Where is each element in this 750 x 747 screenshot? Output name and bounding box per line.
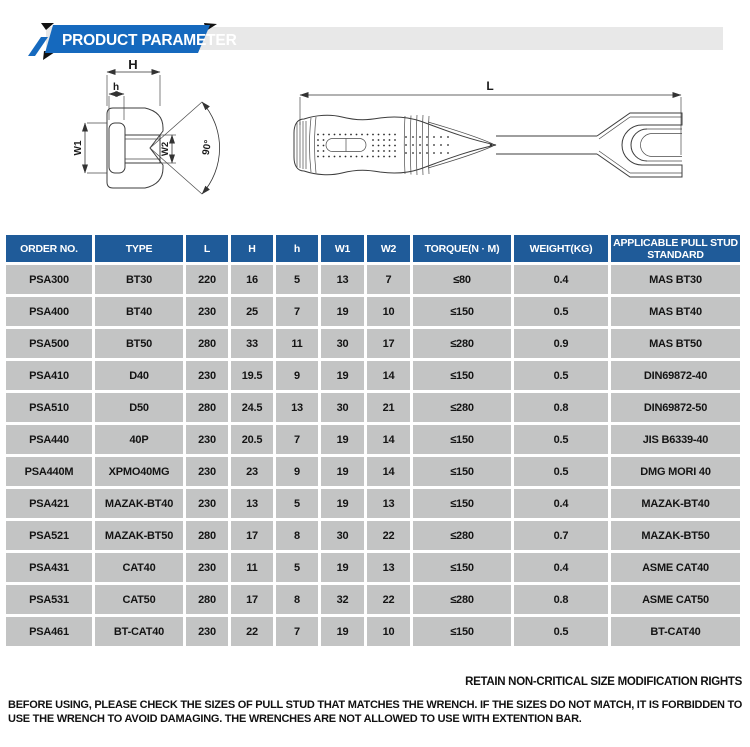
cell: 13 (367, 553, 410, 582)
cell: BT40 (95, 297, 183, 326)
cell: 19 (321, 617, 364, 646)
cell: 13 (231, 489, 273, 518)
cell: 7 (276, 617, 318, 646)
table-row (6, 297, 740, 326)
cell: 22 (367, 521, 410, 550)
cell: ASME CAT40 (611, 553, 740, 582)
cell: 9 (276, 361, 318, 390)
cell: ≤280 (413, 329, 511, 358)
column-header: h (276, 235, 318, 262)
spec-table (3, 232, 743, 649)
cell: PSA440M (6, 457, 92, 486)
cell: 0.5 (514, 297, 608, 326)
fork-outline (597, 113, 682, 177)
cell: 19 (321, 553, 364, 582)
cell: 19 (321, 297, 364, 326)
table-row (6, 457, 740, 486)
dim-label-h: h (112, 82, 120, 93)
cell: 19.5 (231, 361, 273, 390)
cell: 230 (186, 425, 228, 454)
cell: XPMO40MG (95, 457, 183, 486)
cell: 280 (186, 393, 228, 422)
column-header: TORQUE(N · M) (413, 235, 511, 262)
cell: MAZAK-BT50 (611, 521, 740, 550)
head-outline (107, 108, 163, 188)
cell: BT-CAT40 (95, 617, 183, 646)
cell: 280 (186, 521, 228, 550)
head-slot-front (109, 123, 125, 173)
header-banner (0, 0, 750, 62)
cell: 17 (367, 329, 410, 358)
cell: D40 (95, 361, 183, 390)
cell: 230 (186, 361, 228, 390)
cell: PSA421 (6, 489, 92, 518)
cell: 230 (186, 617, 228, 646)
cell: 30 (321, 329, 364, 358)
cell: 32 (321, 585, 364, 614)
cell: ASME CAT50 (611, 585, 740, 614)
cell: BT-CAT40 (611, 617, 740, 646)
cell: 0.5 (514, 457, 608, 486)
cell: 13 (276, 393, 318, 422)
cell: MAZAK-BT50 (95, 521, 183, 550)
cell: MAZAK-BT40 (95, 489, 183, 518)
cell: 230 (186, 297, 228, 326)
cell: MAS BT50 (611, 329, 740, 358)
cell: DIN69872-50 (611, 393, 740, 422)
cell: ≤280 (413, 521, 511, 550)
wrench-head-drawing (55, 58, 285, 220)
cell: 13 (367, 489, 410, 518)
table-row (6, 425, 740, 454)
cell: 220 (186, 265, 228, 294)
cell: DMG MORI 40 (611, 457, 740, 486)
column-header: ORDER NO. (6, 235, 92, 262)
cell: 0.7 (514, 521, 608, 550)
cell: PSA531 (6, 585, 92, 614)
cell: ≤280 (413, 393, 511, 422)
cell: 0.8 (514, 393, 608, 422)
cell: 8 (276, 521, 318, 550)
dim-label-H: H (128, 58, 138, 72)
cell: PSA500 (6, 329, 92, 358)
cell: CAT50 (95, 585, 183, 614)
cell: 24.5 (231, 393, 273, 422)
table-row (6, 617, 740, 646)
cell: 280 (186, 329, 228, 358)
cell: 14 (367, 457, 410, 486)
cell: 33 (231, 329, 273, 358)
cell: 0.4 (514, 553, 608, 582)
cell: 13 (321, 265, 364, 294)
column-header: WEIGHT(KG) (514, 235, 608, 262)
cell: ≤150 (413, 617, 511, 646)
cell: 30 (321, 393, 364, 422)
cell: 0.5 (514, 425, 608, 454)
cell: 40P (95, 425, 183, 454)
cell: 0.4 (514, 489, 608, 518)
cell: JIS B6339-40 (611, 425, 740, 454)
cell: 5 (276, 553, 318, 582)
dim-label-L: L (486, 79, 494, 93)
cell: ≤150 (413, 553, 511, 582)
cell: PSA400 (6, 297, 92, 326)
cell: 21 (367, 393, 410, 422)
cell: PSA300 (6, 265, 92, 294)
table-row (6, 521, 740, 550)
column-header: W2 (367, 235, 410, 262)
cell: 230 (186, 457, 228, 486)
cell: 14 (367, 425, 410, 454)
cell: 14 (367, 361, 410, 390)
cell: PSA440 (6, 425, 92, 454)
cell: 5 (276, 489, 318, 518)
cell: 22 (231, 617, 273, 646)
cell: 280 (186, 585, 228, 614)
cell: MAS BT30 (611, 265, 740, 294)
cell: ≤150 (413, 489, 511, 518)
table-row (6, 553, 740, 582)
cell: 22 (367, 585, 410, 614)
cell: 20.5 (231, 425, 273, 454)
wrench-side-drawing (278, 55, 748, 221)
cell: 11 (276, 329, 318, 358)
cell: 7 (276, 297, 318, 326)
cell: 230 (186, 489, 228, 518)
column-header: L (186, 235, 228, 262)
column-header: W1 (321, 235, 364, 262)
cell: 10 (367, 617, 410, 646)
cell: 0.8 (514, 585, 608, 614)
cell: ≤150 (413, 457, 511, 486)
cell: 23 (231, 457, 273, 486)
table-row (6, 265, 740, 294)
cell: 0.5 (514, 617, 608, 646)
cell: 0.4 (514, 265, 608, 294)
cell: 25 (231, 297, 273, 326)
cell: ≤280 (413, 585, 511, 614)
cell: PSA510 (6, 393, 92, 422)
cell: 9 (276, 457, 318, 486)
cell: 230 (186, 553, 228, 582)
table-row (6, 489, 740, 518)
cell: 16 (231, 265, 273, 294)
table-row (6, 329, 740, 358)
cell: 0.5 (514, 361, 608, 390)
cell: ≤150 (413, 361, 511, 390)
cell: D50 (95, 393, 183, 422)
column-header: TYPE (95, 235, 183, 262)
cell: MAZAK-BT40 (611, 489, 740, 518)
cell: 8 (276, 585, 318, 614)
cell: 30 (321, 521, 364, 550)
cell: 19 (321, 489, 364, 518)
cell: ≤150 (413, 425, 511, 454)
dim-label-W2: W2 (160, 141, 171, 157)
cell: 19 (321, 361, 364, 390)
cell: ≤80 (413, 265, 511, 294)
table-row (6, 585, 740, 614)
cell: MAS BT40 (611, 297, 740, 326)
cell: 0.9 (514, 329, 608, 358)
cell: PSA521 (6, 521, 92, 550)
cell: PSA431 (6, 553, 92, 582)
column-header: H (231, 235, 273, 262)
table-header-row (6, 235, 740, 262)
warning-note: BEFORE USING, PLEASE CHECK THE SIZES OF PULL STUD THAT MATCHES THE WRENCH. IF THE SIZES DO NOT MATCH, IT IS FORBIDDEN TO USE THE WRENCH TO AVOID DAMAGING. THE WRENCHES ARE NOT ALLOWED TO USE WITH EXTENTION BAR. (8, 699, 743, 725)
cell: DIN69872-40 (611, 361, 740, 390)
cell: BT50 (95, 329, 183, 358)
table-row (6, 361, 740, 390)
cell: 19 (321, 425, 364, 454)
cell: PSA461 (6, 617, 92, 646)
cell: 11 (231, 553, 273, 582)
cell: 7 (276, 425, 318, 454)
knurl-dots (317, 134, 449, 158)
table-row (6, 393, 740, 422)
column-header: APPLICABLE PULL STUD STANDARD (611, 235, 740, 262)
cell: PSA410 (6, 361, 92, 390)
dim-label-angle: 90° (200, 139, 215, 156)
cell: 5 (276, 265, 318, 294)
dim-label-W1: W1 (73, 140, 84, 156)
cell: 7 (367, 265, 410, 294)
cell: BT30 (95, 265, 183, 294)
cell: CAT40 (95, 553, 183, 582)
cell: 17 (231, 585, 273, 614)
cell: 10 (367, 297, 410, 326)
cell: ≤150 (413, 297, 511, 326)
cell: 17 (231, 521, 273, 550)
cell: 19 (321, 457, 364, 486)
rights-note: RETAIN NON-CRITICAL SIZE MODIFICATION RIGHTS (465, 676, 742, 688)
page-title: PRODUCT PARAMETER (62, 32, 237, 49)
